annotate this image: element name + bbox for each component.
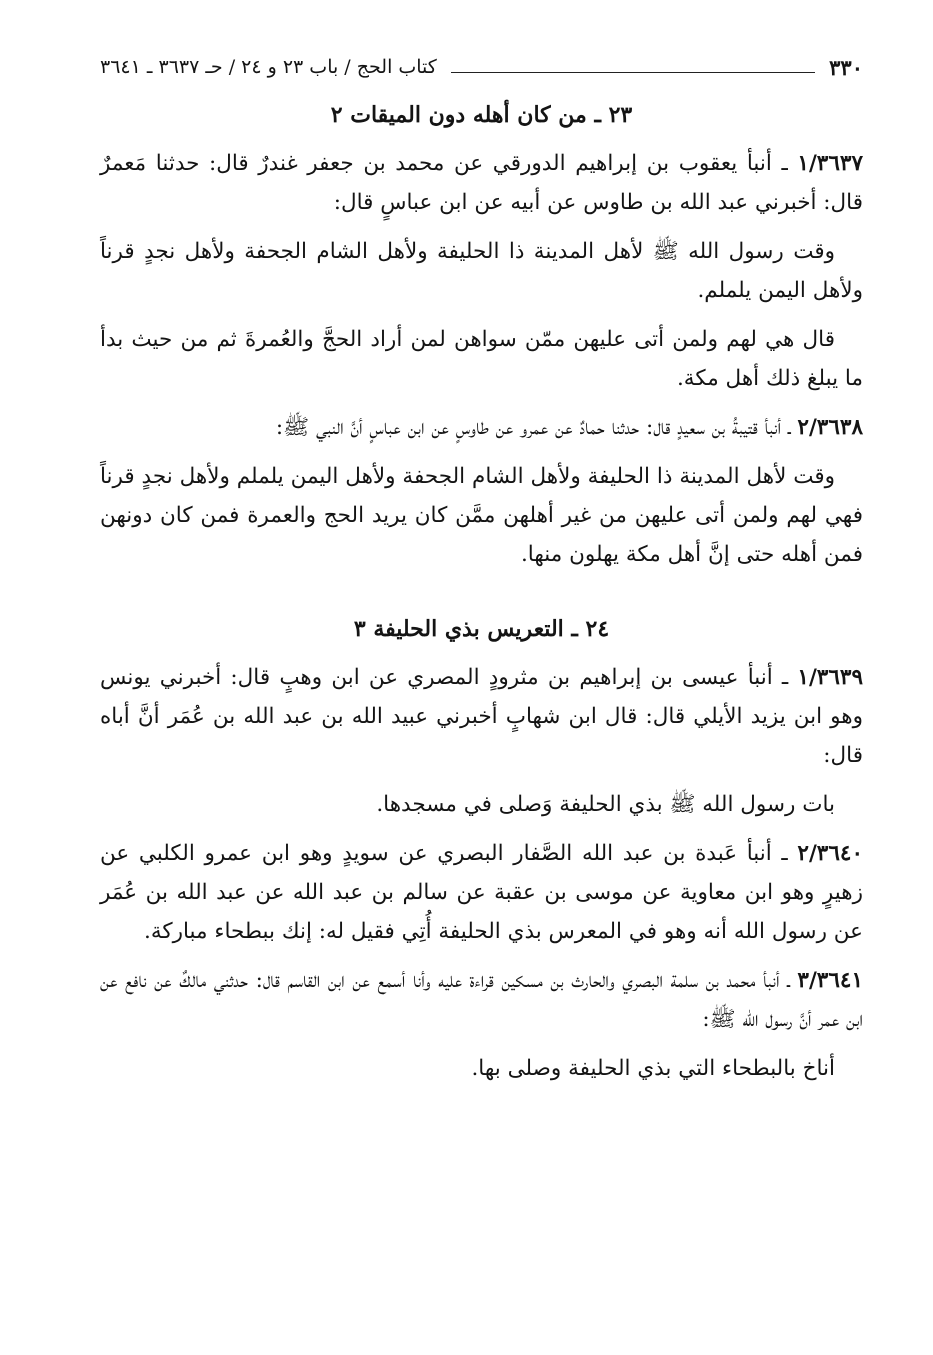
hadith-isnad: [100, 144, 863, 222]
hadith-number: ١/٣٦٣٩: [797, 665, 863, 690]
section-heading: ٢٤ ـ التعريس بذي الحليفة ٣: [353, 616, 610, 642]
hadith-matn: أناخ بالبطحاء التي بذي الحليفة وصلى بها.: [471, 1056, 835, 1081]
isnad-text: ـ أنبأ عيسى بن إبراهيم بن مثرودٍ المصري عن ابن وهبٍ قال: أخبرني يونس وهو ابن يزيد الأيلي قال: قال ابن شهابٍ أخبرني عبيد الله بن عبد الله بن عُمَر أنَّ أباه قال:: [100, 665, 863, 768]
isnad-text: ـ أنبأ يعقوب بن إبراهيم الدورقي عن محمد بن جعفر غندرٌ قال: حدثنا مَعمرٌ قال: أخبرني عبد الله بن طاوس عن أبيه عن ابن عباسٍ قال:: [100, 151, 863, 215]
hadith-number: ٢/٣٦٣٨: [797, 415, 863, 440]
header-rule: [451, 72, 815, 73]
hadith-number: ١/٣٦٣٧: [797, 151, 863, 176]
running-header: [100, 50, 863, 84]
hadith-number: ٣/٣٦٤١: [797, 968, 863, 993]
isnad-text: ـ أنبأ محمد بن سلمة البصري والحارث بن مسكين قراءة عليه وأنا أسمع عن ابن القاسم قال: حدثني مالكٌ عن نافع عن ابن عمر أنَّ رسول الله ﷺ:: [100, 968, 863, 1032]
hadith-number: ٢/٣٦٤٠: [797, 841, 863, 866]
hadith-matn: وقت رسول الله ﷺ لأهل المدينة ذا الحليفة ولأهل الشام الجحفة ولأهل نجدٍ قرناً ولأهل اليمن يلملم.: [100, 239, 863, 303]
hadith-isnad: [100, 834, 863, 951]
hadith-isnad: [100, 961, 863, 1039]
hadith-isnad: [100, 408, 863, 447]
hadith-matn: وقت لأهل المدينة ذا الحليفة ولأهل الشام الجحفة ولأهل اليمن يلملم ولأهل نجدٍ قرناً فهي لهم ولمن أتى عليهن من غير أهلهن ممَّن كان يريد الحج والعمرة فمن كان دونهن فمن أهله حتى إنَّ أهل مكة يهلون منها.: [100, 464, 863, 567]
book-page: [100, 50, 863, 1315]
isnad-text: ـ أنبأ عَبدة بن عبد الله الصَّفار البصري عن سويدٍ وهو ابن عمرو الكلبي عن زهيرٍ وهو ابن معاوية عن موسى بن عقبة عن سالم بن عبد الله عن عبد الله بن عُمَر عن رسول الله أنه وهو في المعرس بذي الحليفة أُتِي فقيل له: إنك ببطحاء مباركة.: [100, 841, 863, 944]
chapter-reference: كتاب الحج / باب ٢٣ و ٢٤ / حـ ٣٦٣٧ ـ ٣٦٤١: [100, 56, 437, 78]
hadith-isnad: [100, 658, 863, 775]
hadith-matn: قال هي لهم ولمن أتى عليهن ممّن سواهن لمن أراد الحجَّ والعُمرةَ ثم من حيث بدأ ما يبلغ ذلك أهل مكة.: [100, 327, 863, 391]
hadith-matn: بات رسول الله ﷺ بذي الحليفة وَصلى في مسجدها.: [376, 792, 835, 817]
section-heading: ٢٣ ـ من كان أهله دون الميقات ٢: [330, 102, 633, 128]
isnad-text: ـ أنبأ قتيبةُ بن سعيدٍ قال: حدثنا حمادٌ عن عمرو عن طاوسٍ عن ابن عباسٍ أنَّ النبي ﷺ:: [275, 415, 798, 440]
page-number: ٣٣٠: [829, 54, 863, 80]
